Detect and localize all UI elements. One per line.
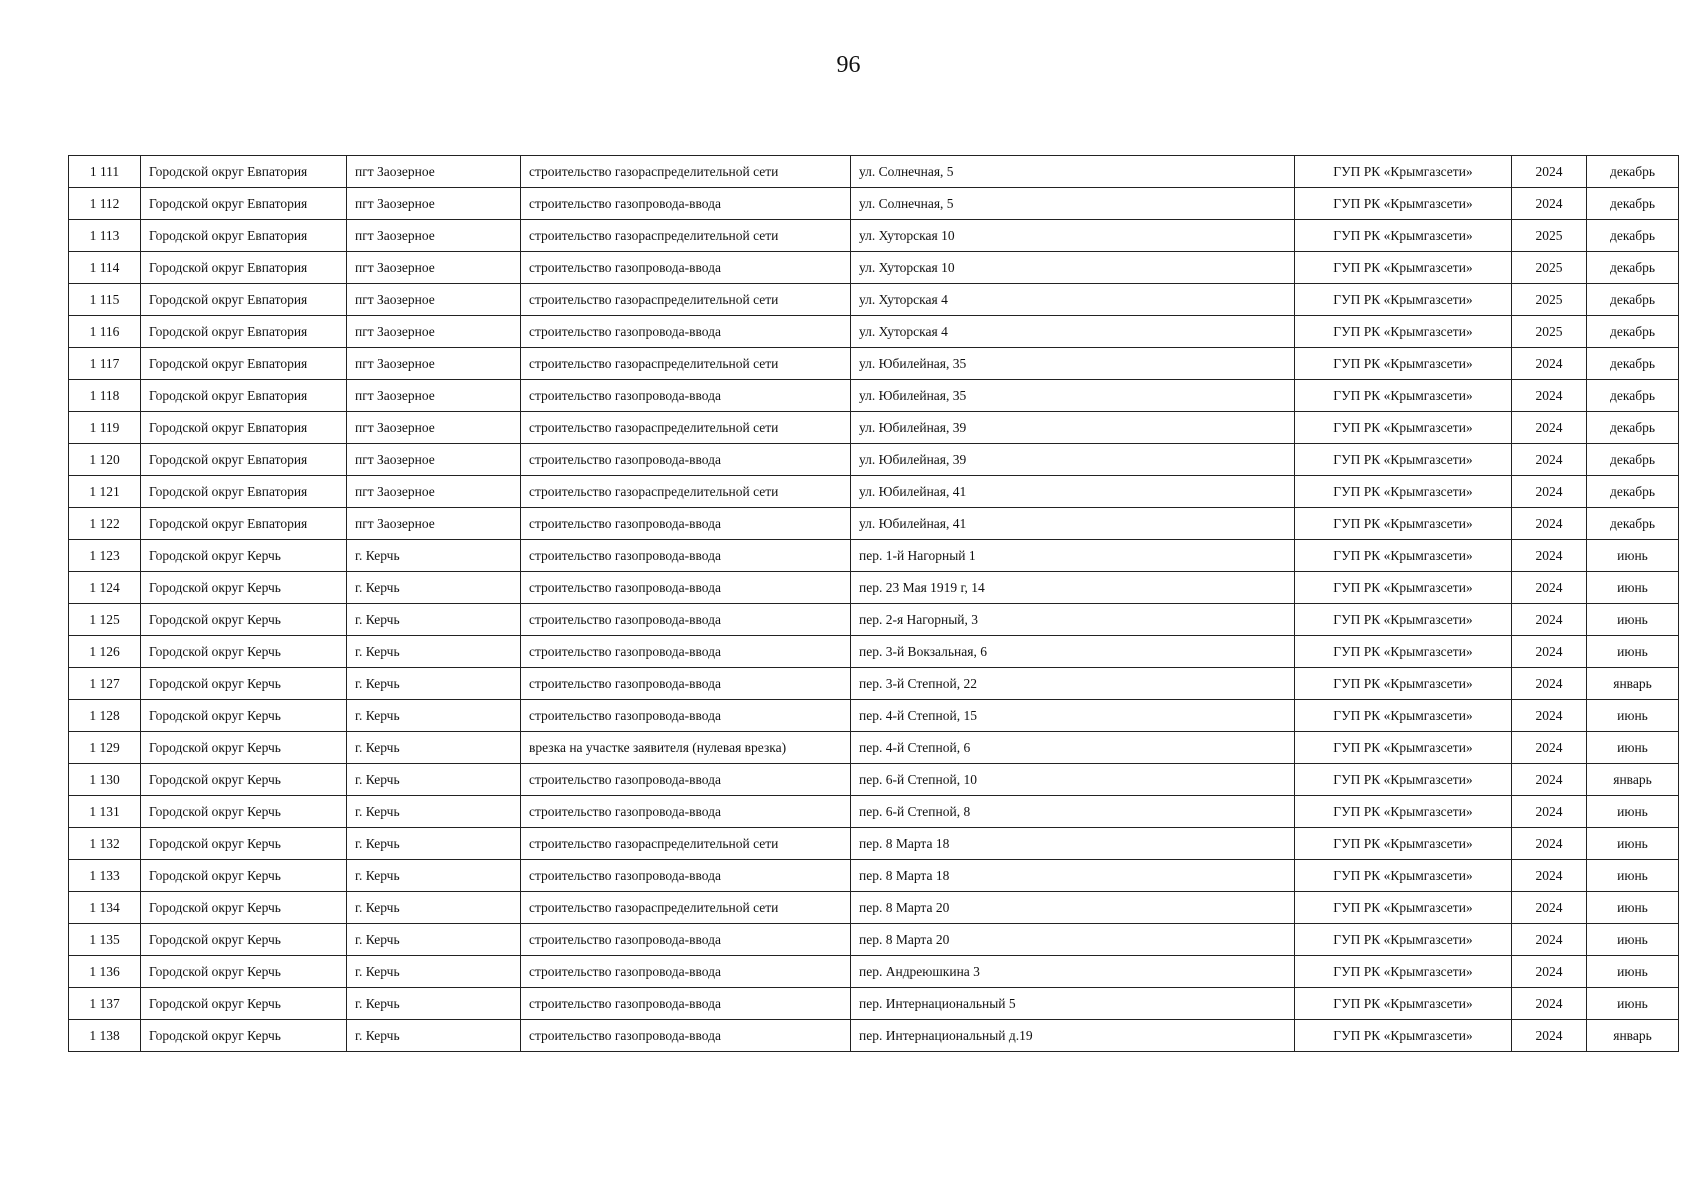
work-type-cell: строительство газопровода-ввода (521, 572, 851, 604)
organization-cell: ГУП РК «Крымгазсети» (1295, 636, 1512, 668)
organization-cell: ГУП РК «Крымгазсети» (1295, 572, 1512, 604)
organization-cell: ГУП РК «Крымгазсети» (1295, 700, 1512, 732)
address-cell: ул. Юбилейная, 41 (851, 508, 1295, 540)
work-type-cell: строительство газопровода-ввода (521, 956, 851, 988)
district-cell: Городской округ Евпатория (141, 476, 347, 508)
organization-cell: ГУП РК «Крымгазсети» (1295, 668, 1512, 700)
row-number-cell: 1 122 (69, 508, 141, 540)
district-cell: Городской округ Евпатория (141, 220, 347, 252)
month-cell: июнь (1587, 604, 1679, 636)
month-cell: январь (1587, 668, 1679, 700)
row-number-cell: 1 124 (69, 572, 141, 604)
address-cell: пер. 8 Марта 18 (851, 860, 1295, 892)
address-cell: пер. 6-й Степной, 10 (851, 764, 1295, 796)
month-cell: декабрь (1587, 220, 1679, 252)
work-type-cell: строительство газопровода-ввода (521, 508, 851, 540)
work-type-cell: строительство газопровода-ввода (521, 444, 851, 476)
year-cell: 2024 (1512, 988, 1587, 1020)
district-cell: Городской округ Керчь (141, 956, 347, 988)
month-cell: декабрь (1587, 188, 1679, 220)
district-cell: Городской округ Керчь (141, 796, 347, 828)
month-cell: июнь (1587, 636, 1679, 668)
row-number-cell: 1 131 (69, 796, 141, 828)
row-number-cell: 1 136 (69, 956, 141, 988)
month-cell: июнь (1587, 860, 1679, 892)
district-cell: Городской округ Керчь (141, 860, 347, 892)
work-type-cell: строительство газопровода-ввода (521, 316, 851, 348)
settlement-cell: пгт Заозерное (347, 444, 521, 476)
organization-cell: ГУП РК «Крымгазсети» (1295, 412, 1512, 444)
organization-cell: ГУП РК «Крымгазсети» (1295, 988, 1512, 1020)
table-row (69, 476, 1679, 508)
work-type-cell: строительство газопровода-ввода (521, 988, 851, 1020)
address-cell: ул. Юбилейная, 41 (851, 476, 1295, 508)
work-type-cell: строительство газораспределительной сети (521, 412, 851, 444)
work-type-cell: строительство газопровода-ввода (521, 700, 851, 732)
address-cell: ул. Юбилейная, 39 (851, 412, 1295, 444)
district-cell: Городской округ Керчь (141, 540, 347, 572)
work-type-cell: строительство газопровода-ввода (521, 252, 851, 284)
year-cell: 2024 (1512, 508, 1587, 540)
table-row (69, 732, 1679, 764)
address-cell: пер. 6-й Степной, 8 (851, 796, 1295, 828)
settlement-cell: г. Керчь (347, 732, 521, 764)
year-cell: 2025 (1512, 284, 1587, 316)
table-row (69, 156, 1679, 188)
year-cell: 2024 (1512, 732, 1587, 764)
address-cell: пер. Интернациональный 5 (851, 988, 1295, 1020)
row-number-cell: 1 130 (69, 764, 141, 796)
district-cell: Городской округ Евпатория (141, 188, 347, 220)
district-cell: Городской округ Керчь (141, 764, 347, 796)
row-number-cell: 1 127 (69, 668, 141, 700)
work-type-cell: строительство газораспределительной сети (521, 348, 851, 380)
organization-cell: ГУП РК «Крымгазсети» (1295, 444, 1512, 476)
district-cell: Городской округ Керчь (141, 892, 347, 924)
month-cell: июнь (1587, 892, 1679, 924)
month-cell: июнь (1587, 924, 1679, 956)
organization-cell: ГУП РК «Крымгазсети» (1295, 220, 1512, 252)
year-cell: 2024 (1512, 860, 1587, 892)
table-row (69, 764, 1679, 796)
settlement-cell: пгт Заозерное (347, 156, 521, 188)
month-cell: июнь (1587, 956, 1679, 988)
organization-cell: ГУП РК «Крымгазсети» (1295, 252, 1512, 284)
month-cell: июнь (1587, 828, 1679, 860)
district-cell: Городской округ Евпатория (141, 316, 347, 348)
settlement-cell: г. Керчь (347, 924, 521, 956)
address-cell: ул. Юбилейная, 35 (851, 380, 1295, 412)
address-cell: пер. 3-й Степной, 22 (851, 668, 1295, 700)
month-cell: июнь (1587, 796, 1679, 828)
year-cell: 2024 (1512, 380, 1587, 412)
district-cell: Городской округ Керчь (141, 572, 347, 604)
work-type-cell: строительство газопровода-ввода (521, 636, 851, 668)
settlement-cell: г. Керчь (347, 764, 521, 796)
row-number-cell: 1 113 (69, 220, 141, 252)
work-type-cell: строительство газопровода-ввода (521, 1020, 851, 1052)
organization-cell: ГУП РК «Крымгазсети» (1295, 508, 1512, 540)
address-cell: пер. Интернациональный д.19 (851, 1020, 1295, 1052)
year-cell: 2024 (1512, 476, 1587, 508)
settlement-cell: г. Керчь (347, 540, 521, 572)
address-cell: пер. 8 Марта 18 (851, 828, 1295, 860)
row-number-cell: 1 129 (69, 732, 141, 764)
year-cell: 2024 (1512, 636, 1587, 668)
month-cell: декабрь (1587, 508, 1679, 540)
work-type-cell: строительство газопровода-ввода (521, 860, 851, 892)
address-cell: пер. 2-я Нагорный, 3 (851, 604, 1295, 636)
year-cell: 2024 (1512, 764, 1587, 796)
year-cell: 2024 (1512, 668, 1587, 700)
row-number-cell: 1 118 (69, 380, 141, 412)
organization-cell: ГУП РК «Крымгазсети» (1295, 156, 1512, 188)
organization-cell: ГУП РК «Крымгазсети» (1295, 892, 1512, 924)
year-cell: 2024 (1512, 156, 1587, 188)
table-row (69, 220, 1679, 252)
month-cell: июнь (1587, 540, 1679, 572)
district-cell: Городской округ Керчь (141, 988, 347, 1020)
settlement-cell: г. Керчь (347, 860, 521, 892)
table-row (69, 1020, 1679, 1052)
address-cell: ул. Хуторская 10 (851, 252, 1295, 284)
year-cell: 2025 (1512, 252, 1587, 284)
year-cell: 2024 (1512, 796, 1587, 828)
settlement-cell: пгт Заозерное (347, 188, 521, 220)
table-row (69, 252, 1679, 284)
table-row (69, 924, 1679, 956)
table-row (69, 796, 1679, 828)
work-type-cell: строительство газопровода-ввода (521, 796, 851, 828)
address-cell: ул. Солнечная, 5 (851, 188, 1295, 220)
settlement-cell: г. Керчь (347, 1020, 521, 1052)
table-row (69, 828, 1679, 860)
address-cell: пер. 8 Марта 20 (851, 924, 1295, 956)
settlement-cell: пгт Заозерное (347, 476, 521, 508)
address-cell: ул. Хуторская 10 (851, 220, 1295, 252)
row-number-cell: 1 123 (69, 540, 141, 572)
organization-cell: ГУП РК «Крымгазсети» (1295, 188, 1512, 220)
district-cell: Городской округ Евпатория (141, 156, 347, 188)
year-cell: 2024 (1512, 572, 1587, 604)
year-cell: 2024 (1512, 444, 1587, 476)
row-number-cell: 1 135 (69, 924, 141, 956)
month-cell: декабрь (1587, 380, 1679, 412)
row-number-cell: 1 134 (69, 892, 141, 924)
year-cell: 2024 (1512, 188, 1587, 220)
month-cell: декабрь (1587, 316, 1679, 348)
table-row (69, 348, 1679, 380)
year-cell: 2024 (1512, 1020, 1587, 1052)
organization-cell: ГУП РК «Крымгазсети» (1295, 828, 1512, 860)
settlement-cell: г. Керчь (347, 604, 521, 636)
district-cell: Городской округ Евпатория (141, 508, 347, 540)
settlement-cell: г. Керчь (347, 988, 521, 1020)
row-number-cell: 1 116 (69, 316, 141, 348)
settlement-cell: г. Керчь (347, 668, 521, 700)
organization-cell: ГУП РК «Крымгазсети» (1295, 476, 1512, 508)
organization-cell: ГУП РК «Крымгазсети» (1295, 956, 1512, 988)
district-cell: Городской округ Керчь (141, 700, 347, 732)
year-cell: 2024 (1512, 604, 1587, 636)
month-cell: январь (1587, 1020, 1679, 1052)
address-cell: ул. Юбилейная, 35 (851, 348, 1295, 380)
organization-cell: ГУП РК «Крымгазсети» (1295, 316, 1512, 348)
row-number-cell: 1 133 (69, 860, 141, 892)
row-number-cell: 1 137 (69, 988, 141, 1020)
work-type-cell: строительство газопровода-ввода (521, 924, 851, 956)
month-cell: июнь (1587, 732, 1679, 764)
settlement-cell: г. Керчь (347, 636, 521, 668)
row-number-cell: 1 114 (69, 252, 141, 284)
district-cell: Городской округ Евпатория (141, 348, 347, 380)
table-row (69, 188, 1679, 220)
work-type-cell: строительство газопровода-ввода (521, 188, 851, 220)
address-cell: пер. 4-й Степной, 15 (851, 700, 1295, 732)
district-cell: Городской округ Евпатория (141, 444, 347, 476)
work-type-cell: строительство газораспределительной сети (521, 284, 851, 316)
table-row (69, 892, 1679, 924)
gasification-table (68, 155, 1679, 1052)
address-cell: пер. 3-й Вокзальная, 6 (851, 636, 1295, 668)
organization-cell: ГУП РК «Крымгазсети» (1295, 764, 1512, 796)
work-type-cell: строительство газопровода-ввода (521, 604, 851, 636)
district-cell: Городской округ Евпатория (141, 252, 347, 284)
month-cell: июнь (1587, 572, 1679, 604)
work-type-cell: строительство газораспределительной сети (521, 156, 851, 188)
row-number-cell: 1 115 (69, 284, 141, 316)
settlement-cell: г. Керчь (347, 828, 521, 860)
district-cell: Городской округ Керчь (141, 636, 347, 668)
settlement-cell: пгт Заозерное (347, 284, 521, 316)
organization-cell: ГУП РК «Крымгазсети» (1295, 380, 1512, 412)
district-cell: Городской округ Керчь (141, 732, 347, 764)
address-cell: пер. 23 Мая 1919 г, 14 (851, 572, 1295, 604)
table-row (69, 604, 1679, 636)
year-cell: 2024 (1512, 924, 1587, 956)
address-cell: пер. 1-й Нагорный 1 (851, 540, 1295, 572)
work-type-cell: строительство газопровода-ввода (521, 380, 851, 412)
settlement-cell: г. Керчь (347, 700, 521, 732)
address-cell: ул. Хуторская 4 (851, 316, 1295, 348)
work-type-cell: строительство газопровода-ввода (521, 540, 851, 572)
row-number-cell: 1 121 (69, 476, 141, 508)
settlement-cell: г. Керчь (347, 796, 521, 828)
year-cell: 2024 (1512, 348, 1587, 380)
district-cell: Городской округ Керчь (141, 924, 347, 956)
district-cell: Городской округ Керчь (141, 668, 347, 700)
table-row (69, 956, 1679, 988)
table-row (69, 668, 1679, 700)
settlement-cell: г. Керчь (347, 892, 521, 924)
month-cell: январь (1587, 764, 1679, 796)
row-number-cell: 1 111 (69, 156, 141, 188)
year-cell: 2025 (1512, 220, 1587, 252)
month-cell: июнь (1587, 988, 1679, 1020)
month-cell: декабрь (1587, 412, 1679, 444)
work-type-cell: строительство газопровода-ввода (521, 668, 851, 700)
table-row (69, 444, 1679, 476)
address-cell: ул. Юбилейная, 39 (851, 444, 1295, 476)
row-number-cell: 1 128 (69, 700, 141, 732)
table-row (69, 860, 1679, 892)
settlement-cell: пгт Заозерное (347, 348, 521, 380)
address-cell: ул. Солнечная, 5 (851, 156, 1295, 188)
address-cell: пер. 8 Марта 20 (851, 892, 1295, 924)
table-row (69, 636, 1679, 668)
district-cell: Городской округ Евпатория (141, 412, 347, 444)
settlement-cell: пгт Заозерное (347, 252, 521, 284)
row-number-cell: 1 132 (69, 828, 141, 860)
work-type-cell: строительство газораспределительной сети (521, 828, 851, 860)
settlement-cell: пгт Заозерное (347, 508, 521, 540)
year-cell: 2024 (1512, 892, 1587, 924)
month-cell: декабрь (1587, 156, 1679, 188)
organization-cell: ГУП РК «Крымгазсети» (1295, 540, 1512, 572)
table-row (69, 700, 1679, 732)
district-cell: Городской округ Керчь (141, 604, 347, 636)
table-row (69, 284, 1679, 316)
year-cell: 2024 (1512, 956, 1587, 988)
settlement-cell: пгт Заозерное (347, 316, 521, 348)
row-number-cell: 1 126 (69, 636, 141, 668)
month-cell: июнь (1587, 700, 1679, 732)
organization-cell: ГУП РК «Крымгазсети» (1295, 1020, 1512, 1052)
work-type-cell: врезка на участке заявителя (нулевая врезка) (521, 732, 851, 764)
row-number-cell: 1 120 (69, 444, 141, 476)
settlement-cell: г. Керчь (347, 572, 521, 604)
table-row (69, 412, 1679, 444)
work-type-cell: строительство газораспределительной сети (521, 220, 851, 252)
month-cell: декабрь (1587, 252, 1679, 284)
organization-cell: ГУП РК «Крымгазсети» (1295, 796, 1512, 828)
table-body (69, 156, 1679, 1052)
work-type-cell: строительство газораспределительной сети (521, 476, 851, 508)
row-number-cell: 1 119 (69, 412, 141, 444)
month-cell: декабрь (1587, 284, 1679, 316)
district-cell: Городской округ Евпатория (141, 380, 347, 412)
district-cell: Городской округ Керчь (141, 1020, 347, 1052)
row-number-cell: 1 112 (69, 188, 141, 220)
year-cell: 2024 (1512, 828, 1587, 860)
work-type-cell: строительство газораспределительной сети (521, 892, 851, 924)
organization-cell: ГУП РК «Крымгазсети» (1295, 860, 1512, 892)
settlement-cell: пгт Заозерное (347, 412, 521, 444)
month-cell: декабрь (1587, 444, 1679, 476)
year-cell: 2024 (1512, 412, 1587, 444)
table-row (69, 572, 1679, 604)
address-cell: пер. 4-й Степной, 6 (851, 732, 1295, 764)
page-number: 96 (836, 52, 861, 78)
year-cell: 2024 (1512, 540, 1587, 572)
settlement-cell: г. Керчь (347, 956, 521, 988)
settlement-cell: пгт Заозерное (347, 220, 521, 252)
table-row (69, 316, 1679, 348)
address-cell: ул. Хуторская 4 (851, 284, 1295, 316)
organization-cell: ГУП РК «Крымгазсети» (1295, 284, 1512, 316)
district-cell: Городской округ Керчь (141, 828, 347, 860)
month-cell: декабрь (1587, 476, 1679, 508)
table-row (69, 988, 1679, 1020)
address-cell: пер. Андреюшкина 3 (851, 956, 1295, 988)
row-number-cell: 1 138 (69, 1020, 141, 1052)
organization-cell: ГУП РК «Крымгазсети» (1295, 604, 1512, 636)
organization-cell: ГУП РК «Крымгазсети» (1295, 924, 1512, 956)
row-number-cell: 1 125 (69, 604, 141, 636)
row-number-cell: 1 117 (69, 348, 141, 380)
year-cell: 2025 (1512, 316, 1587, 348)
year-cell: 2024 (1512, 700, 1587, 732)
table-row (69, 508, 1679, 540)
table-row (69, 380, 1679, 412)
settlement-cell: пгт Заозерное (347, 380, 521, 412)
month-cell: декабрь (1587, 348, 1679, 380)
work-type-cell: строительство газопровода-ввода (521, 764, 851, 796)
district-cell: Городской округ Евпатория (141, 284, 347, 316)
organization-cell: ГУП РК «Крымгазсети» (1295, 348, 1512, 380)
organization-cell: ГУП РК «Крымгазсети» (1295, 732, 1512, 764)
table-row (69, 540, 1679, 572)
